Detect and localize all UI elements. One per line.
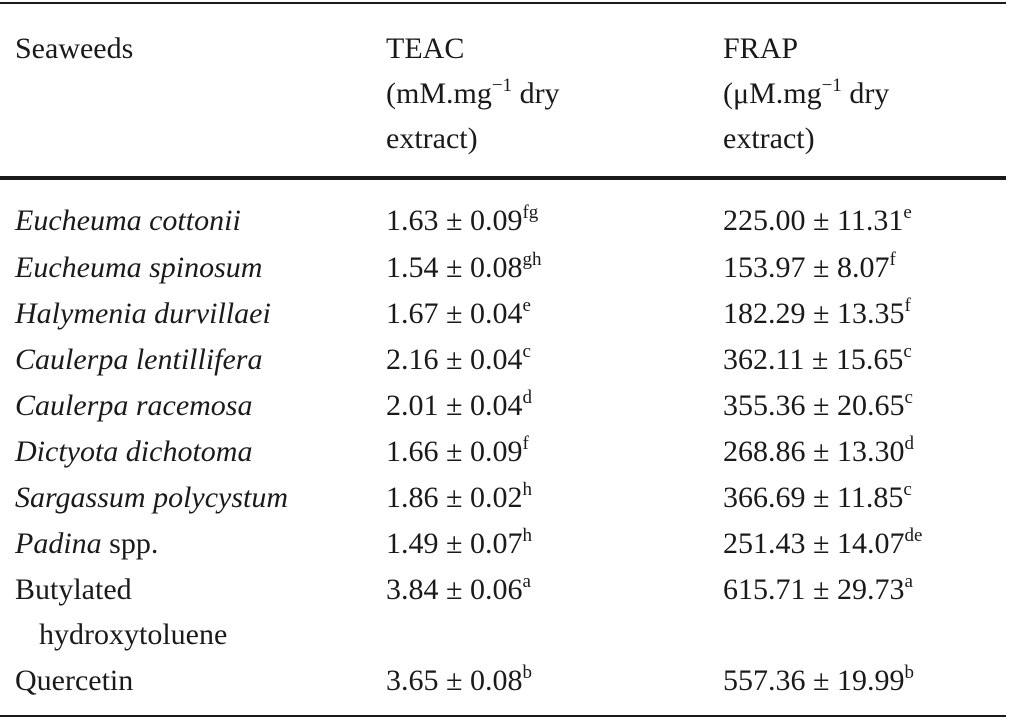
teac-number: 1.63 ± 0.09 — [386, 204, 523, 237]
species-name: Halymenia durvillaei — [15, 297, 271, 330]
frap-number: 615.71 ± 29.73 — [723, 573, 905, 606]
header-teac-exponent: −1 — [491, 75, 513, 96]
frap-superscript: de — [904, 525, 923, 546]
header-seaweeds-label: Seaweeds — [15, 32, 134, 65]
frap-superscript: f — [889, 249, 896, 270]
frap-value — [723, 658, 914, 703]
teac-number: 2.01 ± 0.04 — [386, 389, 523, 422]
frap-value — [723, 475, 912, 520]
teac-value — [386, 429, 529, 474]
teac-number: 1.49 ± 0.07 — [386, 527, 523, 560]
header-frap-dry: dry — [841, 77, 890, 110]
teac-value — [386, 521, 532, 566]
frap-superscript: c — [903, 341, 912, 362]
species-name: Caulerpa racemosa — [15, 389, 253, 422]
species-name: Dictyota dichotoma — [15, 435, 253, 468]
teac-superscript: gh — [522, 249, 542, 270]
frap-number: 182.29 ± 13.35 — [723, 297, 905, 330]
frap-value — [723, 521, 922, 566]
header-frap-unit: (μM.mg — [723, 77, 822, 110]
teac-number: 3.65 ± 0.08 — [386, 664, 523, 697]
species-name-line2: hydroxytoluene — [39, 618, 228, 651]
teac-value — [386, 567, 531, 612]
header-teac — [386, 26, 560, 161]
frap-number: 557.36 ± 19.99 — [723, 664, 905, 697]
teac-value — [386, 658, 532, 703]
teac-number: 1.66 ± 0.09 — [386, 435, 523, 468]
frap-value — [723, 291, 911, 336]
frap-number: 268.86 ± 13.30 — [723, 435, 905, 468]
header-frap-exponent: −1 — [821, 75, 842, 96]
frap-number: 225.00 ± 11.31 — [723, 204, 904, 237]
frap-number: 251.43 ± 14.07 — [723, 527, 905, 560]
header-frap-line1: FRAP — [723, 32, 799, 65]
teac-number: 1.54 ± 0.08 — [386, 251, 523, 284]
teac-value — [386, 337, 531, 382]
header-seaweeds — [15, 26, 133, 71]
table-bottom-rule — [0, 715, 1006, 717]
teac-superscript: fg — [522, 202, 539, 223]
teac-superscript: a — [522, 571, 531, 592]
species-suffix: spp. — [101, 527, 159, 560]
teac-superscript: e — [522, 295, 531, 316]
species-name: Caulerpa lentillifera — [15, 343, 263, 376]
header-teac-line1: TEAC — [386, 32, 465, 65]
teac-number: 1.67 ± 0.04 — [386, 297, 523, 330]
table-header-rule — [0, 176, 1006, 180]
frap-superscript: c — [904, 387, 913, 408]
header-frap-line2 — [723, 71, 889, 116]
teac-number: 1.86 ± 0.02 — [386, 481, 523, 514]
species-name — [15, 521, 158, 566]
frap-value — [723, 245, 896, 290]
species-name — [15, 567, 227, 657]
teac-superscript: f — [522, 433, 529, 454]
teac-number: 3.84 ± 0.06 — [386, 573, 523, 606]
teac-value — [386, 475, 532, 520]
frap-number: 362.11 ± 15.65 — [723, 343, 904, 376]
table-row — [0, 567, 1006, 659]
teac-value — [386, 245, 541, 290]
frap-superscript: b — [904, 662, 914, 683]
species-name: Quercetin — [15, 664, 134, 697]
header-teac-line2 — [386, 71, 560, 116]
frap-superscript: e — [903, 202, 912, 223]
frap-superscript: d — [904, 433, 914, 454]
frap-superscript: c — [903, 479, 912, 500]
species-name-line1: Butylated — [15, 573, 132, 606]
frap-value — [723, 429, 914, 474]
table-top-rule — [0, 2, 1006, 4]
header-teac-dry: dry — [512, 77, 560, 110]
teac-value — [386, 383, 532, 428]
species-name: Eucheuma cottonii — [15, 204, 241, 237]
teac-value — [386, 198, 538, 243]
header-frap — [723, 26, 889, 161]
frap-value — [723, 567, 913, 612]
frap-value — [723, 337, 912, 382]
teac-value — [386, 291, 531, 336]
frap-superscript: a — [904, 571, 913, 592]
frap-value — [723, 383, 913, 428]
frap-superscript: f — [904, 295, 911, 316]
frap-number: 153.97 ± 8.07 — [723, 251, 890, 284]
teac-superscript: h — [522, 525, 532, 546]
teac-superscript: b — [522, 662, 532, 683]
species-name: Sargassum polycystum — [15, 481, 289, 514]
species-name: Eucheuma spinosum — [15, 251, 263, 284]
header-frap-line3: extract) — [723, 122, 815, 155]
frap-number: 366.69 ± 11.85 — [723, 481, 904, 514]
teac-number: 2.16 ± 0.04 — [386, 343, 523, 376]
header-teac-unit: (mM.mg — [386, 77, 492, 110]
header-teac-line3: extract) — [386, 122, 478, 155]
frap-value — [723, 198, 912, 243]
frap-number: 355.36 ± 20.65 — [723, 389, 905, 422]
teac-superscript: c — [522, 341, 531, 362]
teac-superscript: d — [522, 387, 532, 408]
teac-superscript: h — [522, 479, 532, 500]
species-genus: Padina — [15, 527, 102, 560]
